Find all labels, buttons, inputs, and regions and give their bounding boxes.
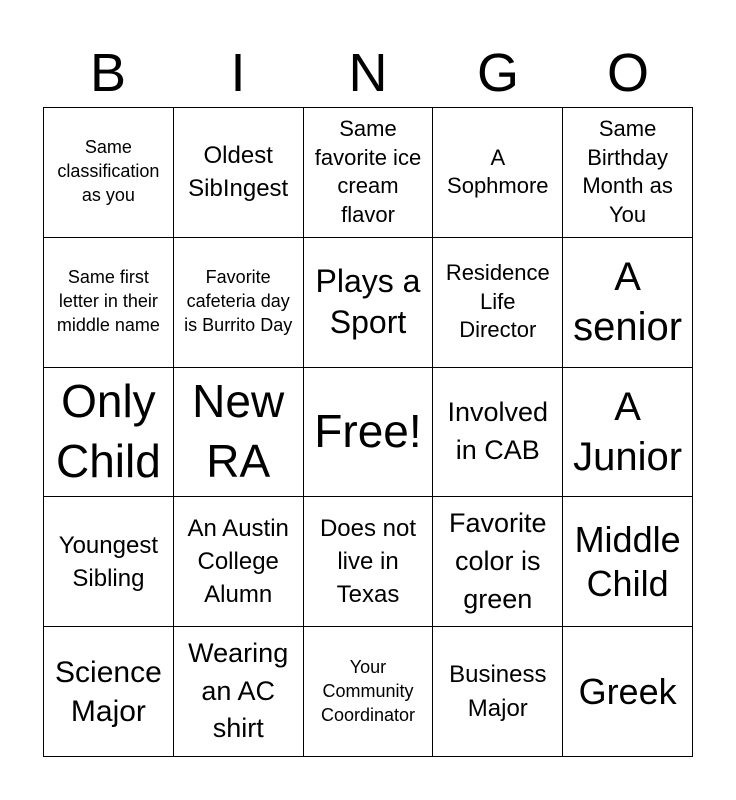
cell-label: Same Birthday Month as You xyxy=(582,116,673,227)
bingo-cell-r5c4[interactable] xyxy=(433,627,563,757)
bingo-cell-r2c5[interactable] xyxy=(563,238,693,368)
header-letter-g: G xyxy=(476,43,519,103)
bingo-cell-r5c2[interactable] xyxy=(174,627,304,757)
bingo-cell-r1c1[interactable] xyxy=(44,108,174,238)
cell-label: Same classification as you xyxy=(57,137,160,206)
bingo-cell-r4c4[interactable] xyxy=(433,497,563,627)
bingo-cell-r4c3[interactable] xyxy=(304,497,434,627)
cell-label: Business Major xyxy=(449,661,547,722)
bingo-cell-r3c5[interactable] xyxy=(563,368,693,498)
bingo-cell-r2c1[interactable] xyxy=(44,238,174,368)
bingo-cell-r4c1[interactable] xyxy=(44,497,174,627)
bingo-cell-r3c1[interactable] xyxy=(44,368,174,498)
bingo-header xyxy=(43,40,693,106)
bingo-cell-r5c5[interactable] xyxy=(563,627,693,757)
bingo-cell-r3c4[interactable] xyxy=(433,368,563,498)
cell-label: Residence Life Director xyxy=(445,260,550,343)
cell-label: A Sophmore xyxy=(447,144,549,199)
cell-label: New RA xyxy=(192,375,285,487)
bingo-cell-r2c4[interactable] xyxy=(433,238,563,368)
bingo-cell-r2c3[interactable] xyxy=(304,238,434,368)
cell-label: An Austin College Alumn xyxy=(187,515,289,609)
cell-label: Wearing an AC shirt xyxy=(188,637,289,744)
bingo-cell-r1c4[interactable] xyxy=(433,108,563,238)
cell-label: A senior xyxy=(573,255,683,350)
bingo-cell-r1c5[interactable] xyxy=(563,108,693,238)
bingo-cell-r4c2[interactable] xyxy=(174,497,304,627)
bingo-cell-r1c2[interactable] xyxy=(174,108,304,238)
bingo-cell-r1c3[interactable] xyxy=(304,108,434,238)
bingo-cell-r4c5[interactable] xyxy=(563,497,693,627)
cell-label: Middle Child xyxy=(574,518,681,604)
bingo-board xyxy=(43,107,693,757)
cell-label: Oldest SibIngest xyxy=(188,142,289,203)
bingo-cell-r3c2[interactable] xyxy=(174,368,304,498)
header-letter-o: O xyxy=(606,43,649,103)
header-letter-b: B xyxy=(89,43,127,103)
cell-label: Youngest Sibling xyxy=(58,531,158,592)
cell-label: Involved in CAB xyxy=(447,397,549,465)
cell-label: Does not live in Texas xyxy=(319,515,417,609)
free-space-label: Free! xyxy=(314,405,422,458)
cell-label: Your Community Coordinator xyxy=(320,656,416,725)
bingo-cell-r3c3-free[interactable] xyxy=(304,368,434,498)
bingo-cell-r5c1[interactable] xyxy=(44,627,174,757)
cell-label: Greek xyxy=(578,670,677,712)
cell-label: A Junior xyxy=(573,384,683,479)
header-letter-n: N xyxy=(348,43,388,103)
cell-label: Science Major xyxy=(55,655,162,728)
cell-label: Only Child xyxy=(55,375,161,487)
cell-label: Same first letter in their middle name xyxy=(56,267,160,336)
bingo-cell-r5c3[interactable] xyxy=(304,627,434,757)
cell-label: Plays a Sport xyxy=(315,262,421,341)
bingo-cell-r2c2[interactable] xyxy=(174,238,304,368)
cell-label: Same favorite ice cream flavor xyxy=(314,116,422,227)
cell-label: Favorite cafeteria day is Burrito Day xyxy=(184,267,293,336)
cell-label: Favorite color is green xyxy=(449,508,547,614)
header-letter-i: I xyxy=(230,43,246,103)
